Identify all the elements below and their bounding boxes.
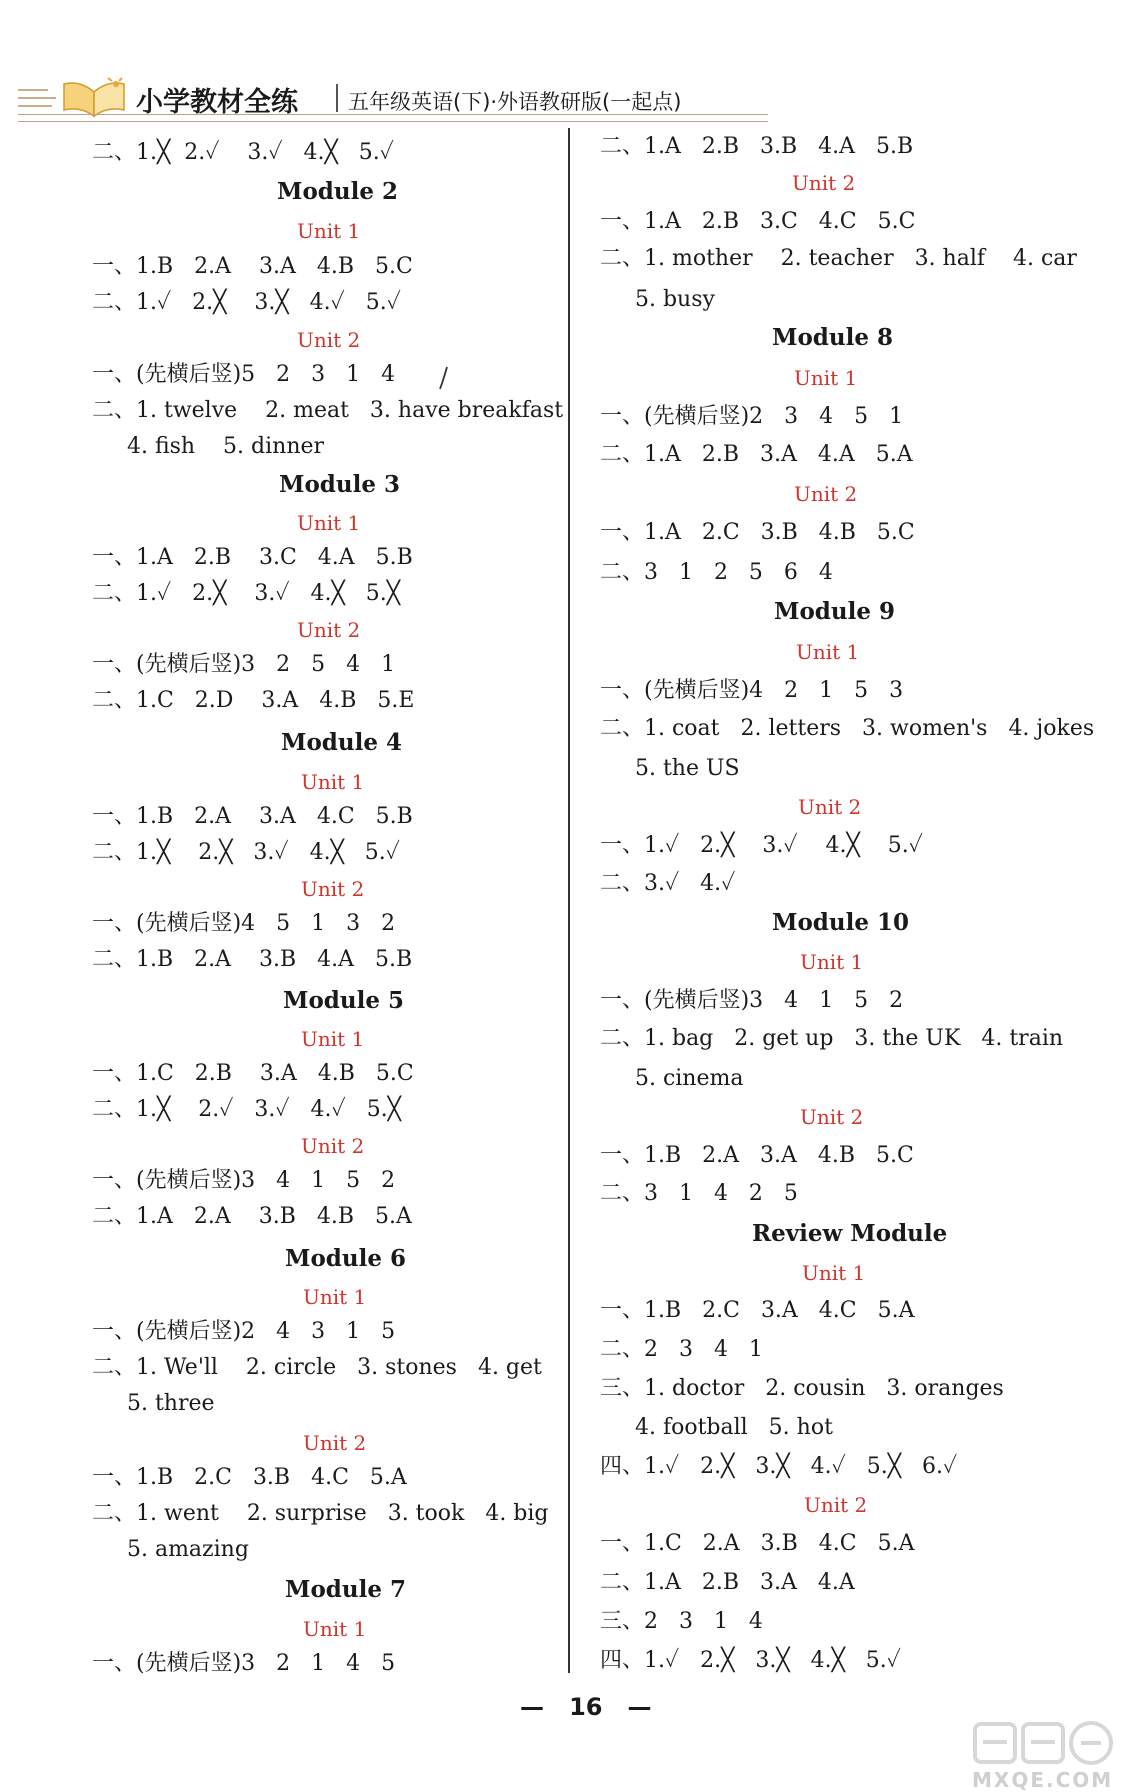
module-heading: Module 8 — [772, 324, 893, 351]
header-separator — [336, 84, 338, 112]
answer-row: 二、1.B 2.A 3.B 4.A 5.B — [92, 947, 413, 972]
unit-heading: Unit 1 — [297, 511, 361, 535]
module-heading: Module 6 — [285, 1245, 406, 1272]
answer-row: 一、1.B 2.A 3.A 4.B 5.C — [600, 1143, 914, 1168]
answer-row: 二、3.✓ 4.✓ — [600, 871, 736, 896]
answer-row: 一、1.C 2.A 3.B 4.C 5.A — [600, 1531, 915, 1556]
answer-row: 二、2 3 4 1 — [600, 1337, 763, 1362]
answer-row: 二、3 1 2 5 6 4 — [600, 560, 833, 585]
book-subtitle: 五年级英语(下)·外语教研版(一起点) — [348, 90, 682, 114]
answer-row: 一、1.✓ 2.╳ 3.✓ 4.╳ 5.✓ — [600, 833, 923, 858]
answer-row: 二、1. bag 2. get up 3. the UK 4. train — [600, 1026, 1064, 1051]
answer-row: 一、1.A 2.B 3.C 4.C 5.C — [600, 209, 916, 234]
unit-heading: Unit 2 — [792, 171, 856, 195]
answer-row: 一、(先横后竖)4 2 1 5 3 — [600, 678, 904, 703]
answer-row: 4. football 5. hot — [600, 1415, 833, 1440]
unit-heading: Unit 1 — [802, 1261, 866, 1285]
answer-row: 二、1. twelve 2. meat 3. have breakfast — [92, 398, 564, 423]
answer-row: 二、1. We'll 2. circle 3. stones 4. get — [92, 1355, 542, 1380]
answer-row: 一、(先横后竖)5 2 3 1 4 — [92, 362, 396, 387]
answer-row: 一、1.B 2.A 3.A 4.C 5.B — [92, 804, 413, 829]
unit-heading: Unit 2 — [800, 1105, 864, 1129]
answer-row: 一、(先横后竖)4 5 1 3 2 — [92, 911, 396, 936]
answer-row: 二、1.╳ 2.✓ 3.✓ 4.╳ 5.✓ — [92, 140, 394, 165]
answer-row: 一、(先横后竖)3 2 5 4 1 — [92, 652, 396, 677]
unit-heading: Unit 1 — [301, 1027, 365, 1051]
answer-row: 一、(先横后竖)3 4 1 5 2 — [600, 988, 904, 1013]
unit-heading: Unit 2 — [794, 482, 858, 506]
module-heading: Module 5 — [283, 987, 404, 1014]
unit-heading: Unit 1 — [800, 950, 864, 974]
answer-row: 四、1.✓ 2.╳ 3.╳ 4.╳ 5.✓ — [600, 1648, 901, 1673]
answer-row: 一、(先横后竖)2 3 4 5 1 — [600, 404, 904, 429]
module-heading: Module 7 — [285, 1576, 406, 1603]
answer-row: 一、1.B 2.C 3.B 4.C 5.A — [92, 1465, 407, 1490]
header-rule — [18, 114, 768, 122]
unit-heading: Unit 1 — [301, 770, 365, 794]
answer-row: 一、1.B 2.A 3.A 4.B 5.C — [92, 254, 413, 279]
answer-row: 二、1.A 2.A 3.B 4.B 5.A — [92, 1204, 412, 1229]
answer-row: 5. busy — [600, 287, 715, 312]
answer-row: 5. three — [92, 1391, 215, 1416]
pen-stroke-mark — [437, 366, 451, 390]
answer-row: 一、(先横后竖)3 4 1 5 2 — [92, 1168, 396, 1193]
module-heading: Module 9 — [774, 598, 895, 625]
answer-row: 二、1. coat 2. letters 3. women's 4. jokes — [600, 716, 1095, 741]
answer-row: 二、1.A 2.B 3.A 4.A — [600, 1570, 855, 1595]
answer-row: 四、1.✓ 2.╳ 3.╳ 4.✓ 5.╳ 6.✓ — [600, 1454, 958, 1479]
answer-row: 二、1.╳ 2.╳ 3.✓ 4.╳ 5.✓ — [92, 840, 400, 865]
answer-row: 二、1. went 2. surprise 3. took 4. big — [92, 1501, 549, 1526]
module-heading: Review Module — [752, 1220, 948, 1247]
answer-row: 二、1.╳ 2.✓ 3.✓ 4.✓ 5.╳ — [92, 1097, 401, 1122]
unit-heading: Unit 1 — [796, 640, 860, 664]
page-number: — 16 — — [520, 1693, 652, 1721]
unit-heading: Unit 1 — [297, 219, 361, 243]
unit-heading: Unit 2 — [798, 795, 862, 819]
page-header — [18, 72, 768, 122]
module-heading: Module 3 — [279, 471, 400, 498]
answer-row: 三、1. doctor 2. cousin 3. oranges — [600, 1376, 1004, 1401]
answer-row: 一、1.A 2.C 3.B 4.B 5.C — [600, 520, 915, 545]
answer-row: 4. fish 5. dinner — [92, 434, 325, 459]
answer-row: 一、(先横后竖)2 4 3 1 5 — [92, 1319, 396, 1344]
watermark-text: MXQE.COM — [972, 1768, 1114, 1792]
unit-heading: Unit 2 — [297, 328, 361, 352]
answer-row: 二、1.A 2.B 3.A 4.A 5.A — [600, 442, 913, 467]
answer-row: 二、1.✓ 2.╳ 3.╳ 4.✓ 5.✓ — [92, 290, 401, 315]
answer-row: 三、2 3 1 4 — [600, 1609, 763, 1634]
answer-row: 二、1.C 2.D 3.A 4.B 5.E — [92, 688, 415, 713]
answer-row: 一、1.B 2.C 3.A 4.C 5.A — [600, 1298, 915, 1323]
unit-heading: Unit 2 — [303, 1431, 367, 1455]
unit-heading: Unit 2 — [804, 1493, 868, 1517]
answer-row: 5. the US — [600, 756, 740, 781]
unit-heading: Unit 1 — [794, 366, 858, 390]
unit-heading: Unit 1 — [303, 1285, 367, 1309]
answer-row: 二、1. mother 2. teacher 3. half 4. car — [600, 246, 1077, 271]
module-heading: Module 2 — [277, 178, 398, 205]
module-heading: Module 10 — [772, 909, 909, 936]
unit-heading: Unit 2 — [301, 877, 365, 901]
answer-row: 一、(先横后竖)3 2 1 4 5 — [92, 1651, 396, 1676]
unit-heading: Unit 2 — [301, 1134, 365, 1158]
answer-row: 一、1.A 2.B 3.C 4.A 5.B — [92, 545, 413, 570]
unit-heading: Unit 1 — [303, 1617, 367, 1641]
answer-row: 二、1.✓ 2.╳ 3.✓ 4.╳ 5.╳ — [92, 581, 400, 606]
answer-row: 二、3 1 4 2 5 — [600, 1181, 798, 1206]
module-heading: Module 4 — [281, 729, 402, 756]
column-divider — [568, 128, 570, 1673]
unit-heading: Unit 2 — [297, 618, 361, 642]
answer-row: 5. cinema — [600, 1066, 744, 1091]
answer-row: 一、1.C 2.B 3.A 4.B 5.C — [92, 1061, 414, 1086]
answer-row: 二、1.A 2.B 3.B 4.A 5.B — [600, 134, 914, 159]
book-title: 小学教材全练 — [136, 87, 298, 118]
answer-row: 5. amazing — [92, 1537, 249, 1562]
